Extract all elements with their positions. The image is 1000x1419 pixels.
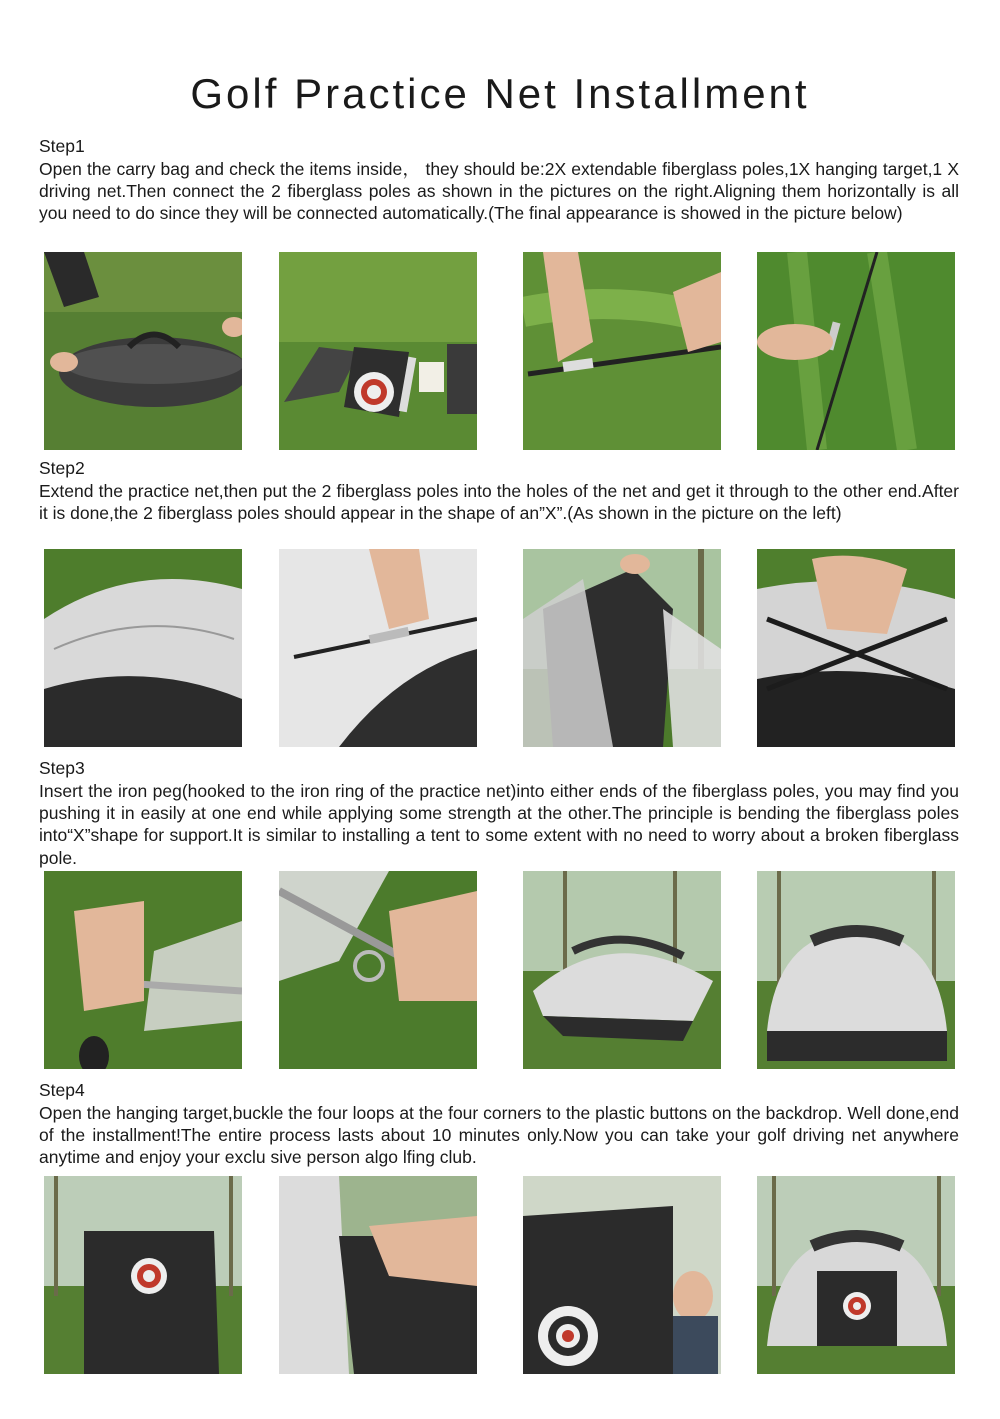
photo-peg-insert <box>279 871 477 1069</box>
photo-connect-poles <box>523 252 721 450</box>
step1-label: Step1 <box>39 136 85 156</box>
photo-carry-bag <box>44 252 242 450</box>
photo-pole-insert <box>279 549 477 747</box>
step3-label: Step3 <box>39 758 85 778</box>
photo-peg-hook <box>44 871 242 1069</box>
step3-text: Insert the iron peg(hooked to the iron ring of the practice net)into either ends of the fiberglass poles, you may find you pushing it in easily at one end while applying some strength at the other.The principle is bending the fiberglass poles into“X”shape for support.It is similar to installing a tent to some extent with no need to worry about a broken fiberglass pole. <box>39 781 959 868</box>
step1-photo-row <box>0 252 1000 452</box>
page-title: Golf Practice Net Installment <box>190 70 810 117</box>
step2-label: Step2 <box>39 458 85 478</box>
photo-net-rising <box>523 871 721 1069</box>
photo-pole-on-grass <box>757 252 955 450</box>
photo-net-spread <box>44 549 242 747</box>
photo-items-laid-out <box>279 252 477 450</box>
step4-photo-row <box>0 1176 1000 1376</box>
photo-net-standing <box>757 871 955 1069</box>
step3-photo-row <box>0 871 1000 1071</box>
photo-target-hang <box>44 1176 242 1374</box>
photo-poles-x-shape <box>757 549 955 747</box>
photo-net-complete <box>757 1176 955 1374</box>
photo-net-lift <box>523 549 721 747</box>
photo-buckle-loops <box>279 1176 477 1374</box>
photo-target-close <box>523 1176 721 1374</box>
step2-photo-row <box>0 549 1000 749</box>
step4-label: Step4 <box>39 1080 85 1100</box>
step2-text: Extend the practice net,then put the 2 fiberglass poles into the holes of the net and get it through to the other end.After it is done,the 2 fiberglass poles should appear in the shape of an”X”.(As shown in the picture on the left) <box>39 481 959 524</box>
step1-text: Open the carry bag and check the items inside， they should be:2X extendable fiberglass poles,1X hanging target,1 X driving net.Then connect the 2 fiberglass poles as shown in the pictures on the right.Aligning them horizontally is all you need to do since they will be connected automatically.(The final appearance is showed in the picture below) <box>39 159 959 224</box>
step4-text: Open the hanging target,buckle the four loops at the four corners to the plastic buttons on the backdrop. Well done,end of the installment!The entire process lasts about 10 minutes only.Now you can take your golf driving net anywhere anytime and enjoy your exclu sive person algo lfing club. <box>39 1103 959 1168</box>
